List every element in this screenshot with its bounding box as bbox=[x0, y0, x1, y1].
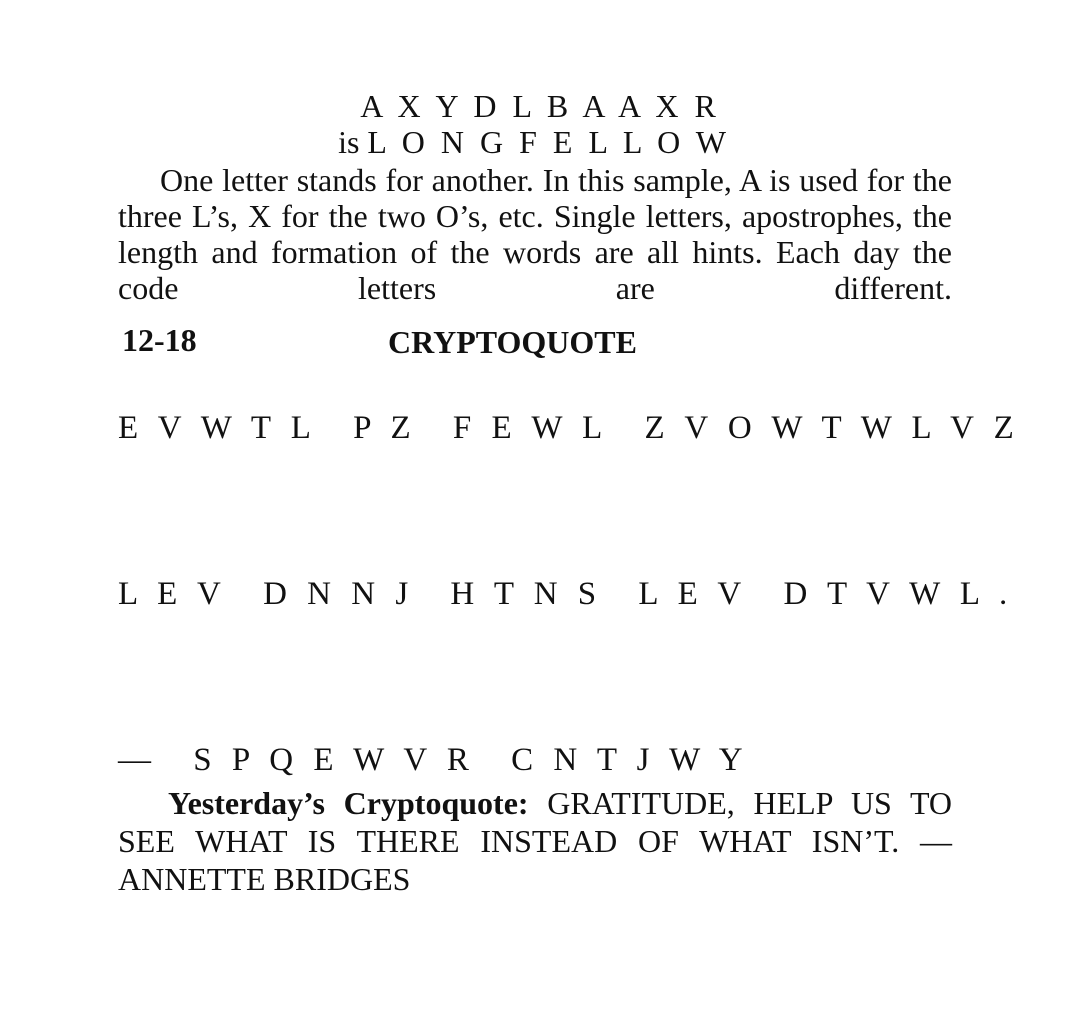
instructions: One letter stands for another. In this sample, A is used for the three L’s, X for the two O’s, etc. Single letters, apostrophes, the length and formation of the words are all hints. Each day the code letters are different. bbox=[118, 162, 952, 306]
puzzle-header bbox=[118, 316, 952, 366]
cipher-word: L E V bbox=[118, 576, 227, 612]
puzzle-title: CRYPTOQUOTE bbox=[388, 324, 637, 360]
cipher-word: H T N S bbox=[450, 576, 603, 612]
sample-answer-line bbox=[116, 124, 952, 160]
cipher-word: L E V bbox=[638, 576, 748, 612]
sample-code: A X Y D L B A A X R bbox=[360, 88, 720, 124]
cipher-line-2 bbox=[118, 574, 1014, 614]
cipher-word: E V W T L bbox=[118, 410, 317, 446]
puzzle-date: 12-18 bbox=[122, 322, 197, 358]
yesterday-answer bbox=[118, 784, 952, 898]
sample-answer: L O N G F E L L O W bbox=[367, 124, 730, 160]
cipher-author-word: S P Q E W V R bbox=[193, 742, 475, 778]
yesterday-text: GRATITUDE, HELP US TO SEE WHAT IS THERE INSTEAD OF WHAT ISN’T. — ANNETTE BRIDGES bbox=[118, 785, 953, 897]
sample-is-word: is bbox=[338, 124, 360, 160]
cipher-word: D N N J bbox=[263, 576, 415, 612]
cipher-author-line bbox=[118, 740, 952, 780]
author-dash: — bbox=[118, 742, 157, 778]
yesterday-label: Yesterday’s Cryptoquote: bbox=[168, 785, 529, 821]
cryptoquote-puzzle bbox=[118, 88, 1020, 898]
cipher-word: D T V W L . bbox=[783, 576, 1014, 612]
cipher-author-word: C N T J W Y bbox=[511, 742, 749, 778]
cipher-word: P Z bbox=[353, 410, 417, 446]
cipher-word: F E W L bbox=[452, 410, 609, 446]
cipher-line-1 bbox=[118, 408, 1020, 448]
cipher-word: Z V O W T W L V Z bbox=[644, 410, 1020, 446]
